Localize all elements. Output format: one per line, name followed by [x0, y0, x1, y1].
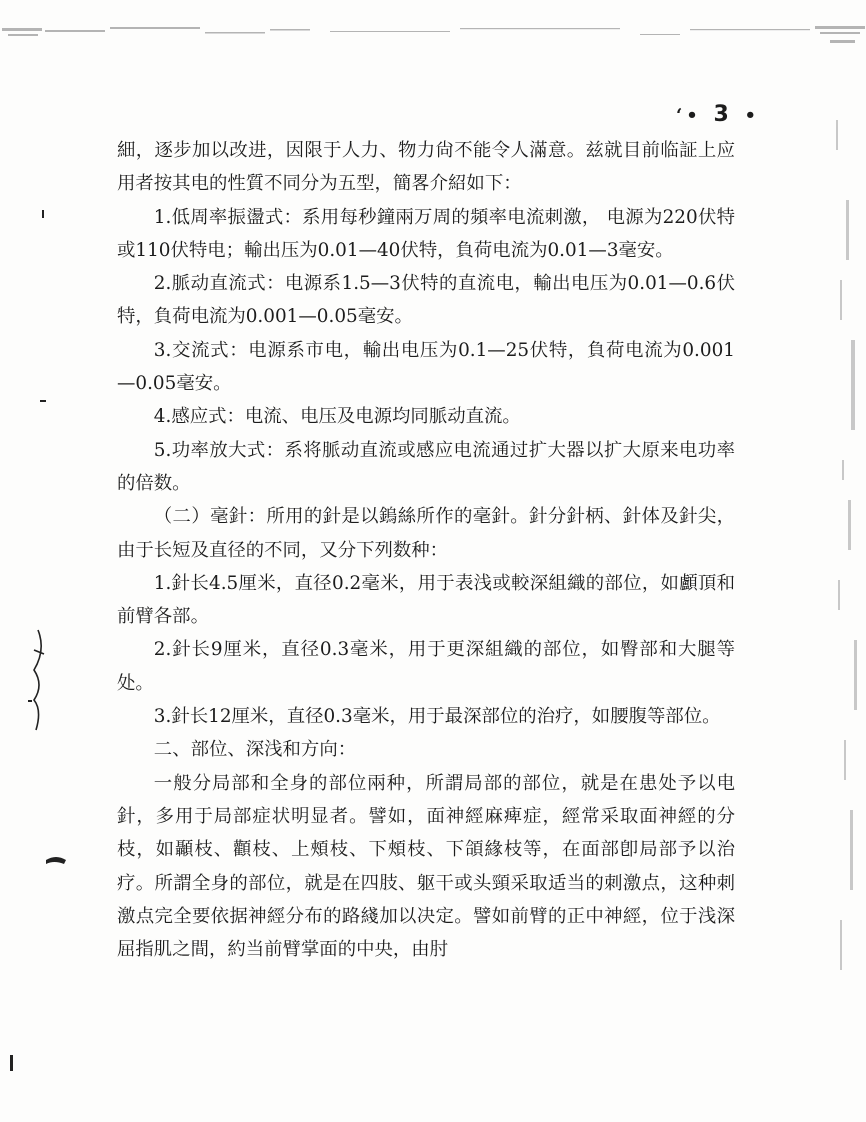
paragraph-type-1: 1.低周率振盪式：系用每秒鐘兩万周的頻率电流刺激， 电源为220伏特或110伏特电；輸出压为0.01—40伏特，負荷电流为0.01—3毫安。: [117, 206, 735, 261]
paragraph-type-2: 2.脈动直流式：电源系1.5—3伏特的直流电，輸出电压为0.01—0.6伏特，負荷电流为0.001—0.05毫安。: [117, 273, 735, 328]
page-number-mark-right: •: [744, 105, 760, 126]
page-number-mark-left: ‘•: [676, 105, 702, 126]
body-text: [117, 134, 735, 966]
paragraph-needle-3: 3.針长12厘米，直径0.3毫米，用于最深部位的治疗，如腰腹等部位。: [153, 706, 721, 728]
paragraph-continuation: 細，逐步加以改进，因限于人力、物力尙不能令人滿意。兹就目前临証上应用者按其电的性質不同分为五型，簡畧介紹如下：: [117, 140, 735, 195]
paragraph-type-3: 3.交流式：电源系市电，輸出电压为0.1—25伏特，負荷电流为0.001—0.05毫安。: [117, 339, 735, 395]
margin-scribbles: [0, 200, 90, 1100]
page-number: [676, 101, 760, 127]
paragraph-needles: （二）毫針：所用的針是以鎢絲所作的毫針。針分針柄、針体及針尖，由于长短及直径的不同，又分下列数种：: [117, 506, 735, 561]
paragraph-type-4: 4.感应式：电流、电压及电源均同脈动直流。: [153, 406, 521, 428]
paragraph-needle-1: 1.針长4.5厘米，直径0.2毫米，用于表浅或較深組織的部位，如顱頂和前臂各部。: [117, 572, 735, 628]
section-heading: 二、部位、深浅和方向：: [153, 739, 357, 761]
paragraph-location: 一般分局部和全身的部位兩种，所謂局部的部位，就是在患处予以电針，多用于局部症状明显者。譬如，面神經麻痺症，經常采取面神經的分枝，如顳枝、顴枝、上頰枝、下頰枝、下頜緣枝等，在面部卽局部予以治疗。所謂全身的部位，就是在四肢、躯干或头頸采取适当的刺激点，这种刺激点完全要依据神經分布的路綫加以决定。譬如前臂的正中神經，位于浅深屈指肌之間，約当前臂掌面的中央，由肘: [117, 772, 735, 961]
scan-noise-right: [796, 80, 866, 1080]
scan-noise-top: [0, 18, 866, 58]
paragraph-type-5: 5.功率放大式：系将脈动直流或感应电流通过扩大器以扩大原来电功率的倍数。: [117, 439, 735, 494]
page-number-value: 3: [713, 102, 733, 127]
paragraph-needle-2: 2.針长9厘米，直径0.3毫米，用于更深組織的部位，如臀部和大腿等处。: [117, 639, 735, 694]
